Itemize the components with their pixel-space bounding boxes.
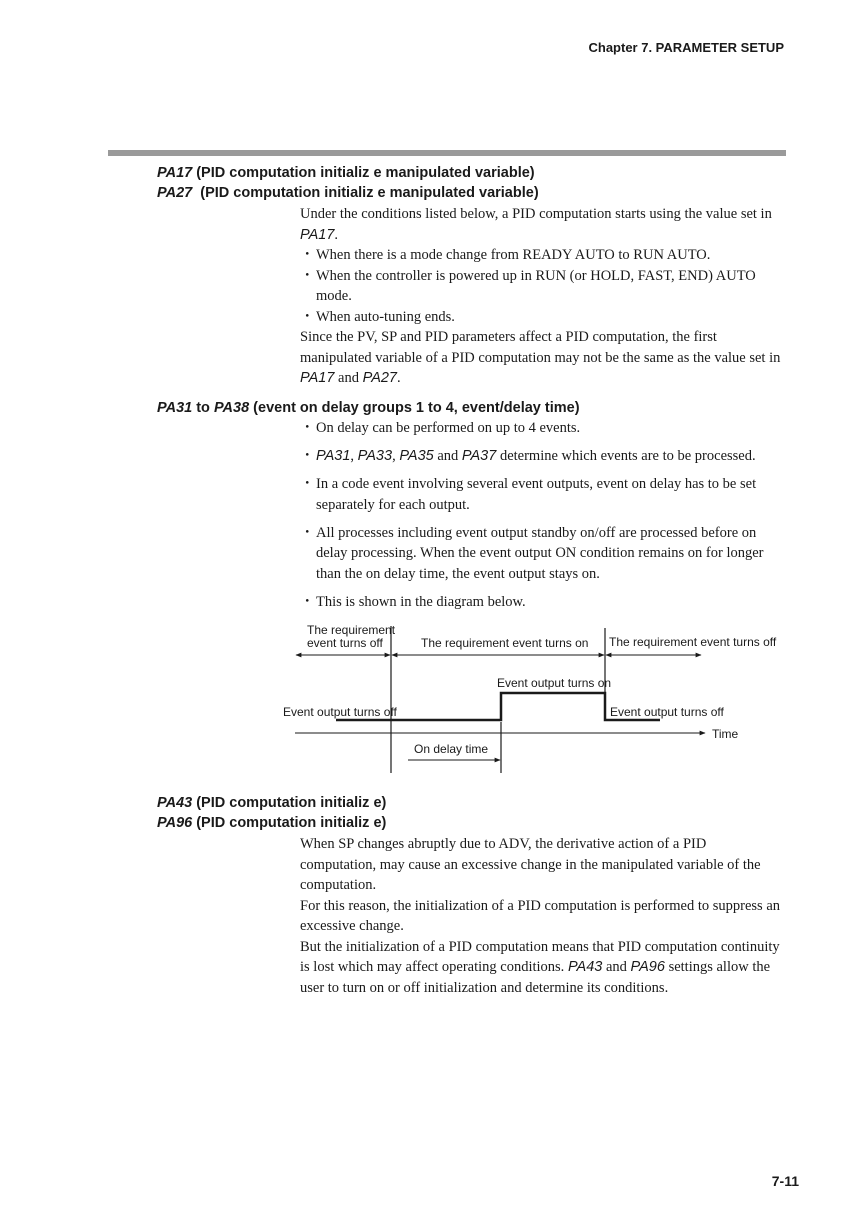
bullet-item: ・ When auto-tuning ends.	[300, 308, 455, 325]
chapter-header: Chapter 7. PARAMETER SETUP	[588, 40, 784, 55]
param-ref: PA35	[399, 448, 434, 464]
label-requirement-off-left-2: event turns off	[307, 636, 383, 650]
heading-pa96	[157, 813, 386, 833]
bullet-item: ・ When the controller is powered up in RUN (or HOLD, FAST, END) AUTO mode.	[300, 267, 756, 304]
paragraph-text: For this reason, the initialization of a PID computation is performed to suppress an	[300, 897, 781, 914]
param-ref: PA96	[630, 959, 665, 975]
heading-text: (event on delay groups 1 to 4, event/delay time)	[249, 400, 580, 416]
label-requirement-off-right: The requirement event turns off	[609, 635, 777, 649]
param-pa96: PA96	[157, 815, 193, 831]
bullet-text: delay processing. When the event output ON condition remains on for longer	[316, 545, 764, 561]
param-ref: PA37	[461, 448, 497, 464]
punctuation: .	[334, 226, 339, 243]
bullet-text: When auto-tuning ends.	[316, 308, 455, 325]
label-requirement-off-left-1: The requirement	[307, 623, 396, 637]
param-pa43: PA43	[157, 795, 193, 811]
conjunction: and	[334, 370, 363, 386]
bullet-text: In a code event involving several event outputs, event on delay has to be set	[316, 476, 757, 492]
paragraph-text: is lost which may affect operating conditions.	[300, 959, 568, 975]
paragraph-text: Since the PV, SP and PID parameters affect a PID computation, the first	[300, 329, 717, 345]
page-number: 7-11	[771, 1173, 799, 1189]
paragraph-text: excessive change.	[300, 918, 404, 934]
bullet-item: ・ In a code event involving several event outputs, event on delay has to be set separately for each output.	[300, 476, 757, 513]
label-requirement-on: The requirement event turns on	[421, 636, 589, 650]
paragraph-text: computation, may cause an excessive change in the manipulated variable of the	[300, 856, 761, 873]
bullet-item: ・ This is shown in the diagram below.	[300, 593, 526, 610]
param-ref: PA17	[300, 226, 335, 243]
bullet-text: than the on delay time, the event output stays on.	[316, 565, 600, 582]
param-pa38: PA38	[213, 400, 250, 416]
paragraph-text: manipulated variable of a PID computation may not be the same as the value set in	[300, 349, 781, 366]
bullet-item: ・ PA31, PA33, PA35 and PA37 determine which events are to be processed.	[300, 448, 756, 464]
paragraph-text: Under the conditions listed below, a PID computation starts using the value set in	[300, 206, 772, 222]
punctuation: .	[397, 370, 401, 386]
bullet-text: When the controller is powered up in RUN (or HOLD, FAST, END) AUTO	[316, 267, 756, 284]
param-pa31: PA31	[157, 400, 193, 416]
heading-text: (PID computation initializ e)	[192, 795, 387, 811]
label-output-on: Event output turns on	[497, 676, 612, 690]
section3-body	[300, 834, 788, 998]
bullet-text: All processes including event output standby on/off are processed before on	[316, 524, 757, 541]
param-ref: PA33	[357, 448, 393, 464]
heading-pa17-text: (PID computation initializ e manipulated variable)	[192, 165, 535, 181]
paragraph-text: user to turn on or off initialization and determine its conditions.	[300, 979, 669, 996]
bullet-item: ・ When there is a mode change from READY AUTO to RUN AUTO.	[300, 247, 711, 263]
bullet-text: determine which events are to be processed.	[496, 448, 756, 464]
bullet-text: This is shown in the diagram below.	[316, 593, 526, 610]
heading-pa43	[157, 793, 386, 813]
punctuation: ,	[350, 448, 358, 464]
label-output-off-right: Event output turns off	[610, 705, 724, 719]
bullet-text: When there is a mode change from READY AUTO to RUN AUTO.	[316, 247, 711, 263]
bullet-text: mode.	[316, 288, 352, 304]
paragraph	[300, 896, 788, 937]
paragraph-text: But the initialization of a PID computation means that PID computation continuity	[300, 938, 780, 955]
param-ref: PA27	[362, 370, 397, 386]
bullet-item: ・ On delay can be performed on up to 4 events.	[300, 420, 581, 436]
paragraph-text: settings allow the	[664, 959, 771, 975]
param-ref: PA31	[316, 448, 351, 464]
bullet-item: ・ All processes including event output standby on/off are processed before on delay processing. When the event output ON condition remains on for longer than the on delay time, the event output stays on.	[300, 524, 764, 582]
heading-to: to	[192, 400, 214, 416]
paragraph-text: computation.	[300, 877, 377, 893]
bullet-text: separately for each output.	[316, 496, 470, 513]
punctuation: ,	[392, 448, 400, 464]
heading-text: (PID computation initializ e)	[192, 815, 387, 831]
bullet-text: On delay can be performed on up to 4 events.	[316, 420, 581, 436]
conjunction: and	[433, 448, 462, 464]
param-ref: PA17	[300, 370, 335, 386]
paragraph	[300, 834, 788, 896]
param-pa27: PA27	[157, 185, 193, 201]
label-output-off-left: Event output turns off	[283, 705, 397, 719]
paragraph	[300, 937, 788, 999]
conjunction: and	[602, 959, 631, 975]
heading-pa27-text: (PID computation initializ e manipulated variable)	[192, 185, 539, 201]
label-on-delay-time: On delay time	[414, 742, 489, 756]
paragraph-text: When SP changes abruptly due to ADV, the derivative action of a PID	[300, 836, 707, 852]
label-time: Time	[712, 727, 739, 741]
param-ref: PA43	[567, 959, 603, 975]
param-pa17: PA17	[157, 165, 193, 181]
